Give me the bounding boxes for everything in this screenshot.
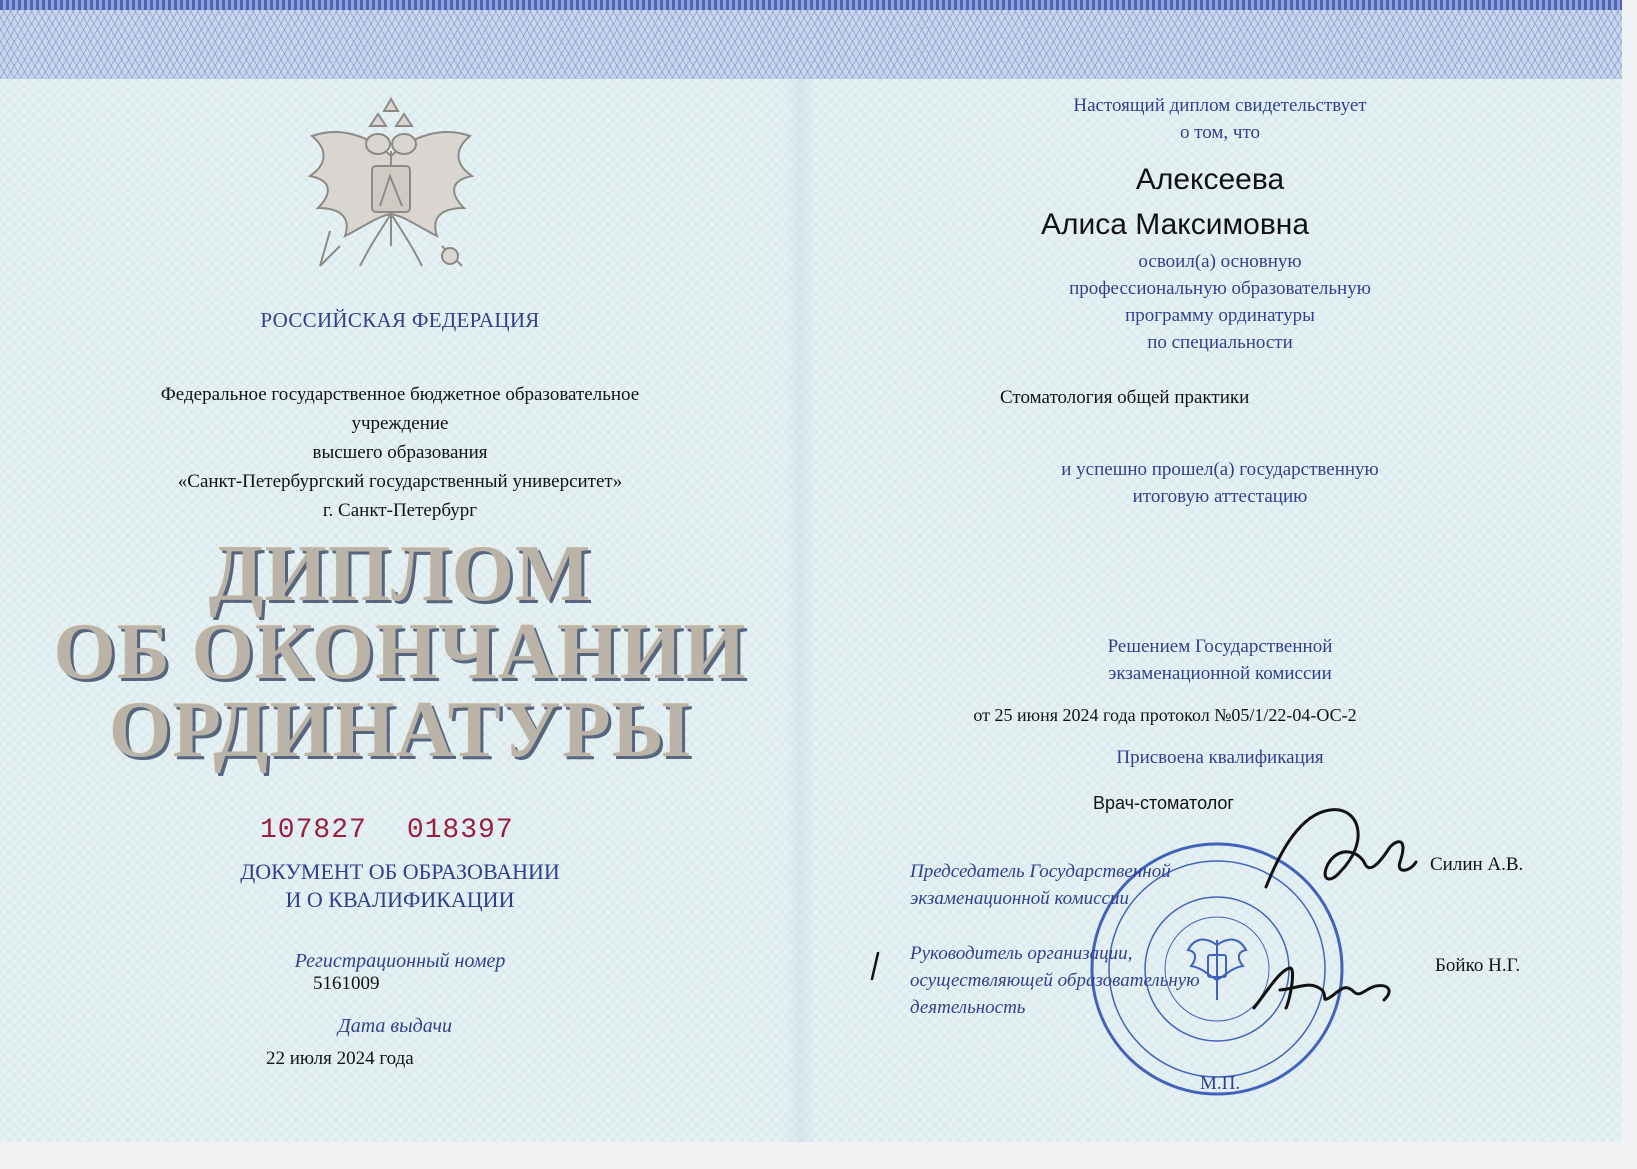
institution-line: г. Санкт-Петербург <box>322 500 478 521</box>
country-name: РОССИЙСКАЯ ФЕДЕРАЦИЯ <box>260 308 540 332</box>
institution-line: учреждение <box>351 413 449 434</box>
chairman-label-line: экзаменационной комиссии <box>910 888 1129 909</box>
registration-number: 5161009 <box>313 973 380 994</box>
chairman-label <box>910 858 1310 912</box>
program-line: программу ординатуры <box>1125 305 1315 326</box>
title-line: ОБ ОКОНЧАНИИ <box>53 608 747 696</box>
holder-given-names: Алиса Максимовна <box>1040 208 1310 241</box>
attestation-line: и успешно прошел(а) государственную <box>1061 459 1379 480</box>
director-label-line: деятельность <box>910 997 1026 1018</box>
qualification-value: Врач-стоматолог <box>1093 793 1234 813</box>
attestation-text <box>1000 456 1440 510</box>
doc-type-line: И О КВАЛИФИКАЦИИ <box>285 887 515 912</box>
protocol-line: от 25 июня 2024 года протокол №05/1/22-04-ОС-2 <box>973 705 1357 725</box>
page-fold <box>786 78 816 1142</box>
director-label-line: Руководитель организации, <box>910 943 1133 964</box>
chairman-name: Силин А.В. <box>1430 854 1524 875</box>
pen-mark <box>868 950 882 982</box>
holder-surname: Алексеева <box>1135 163 1285 196</box>
coat-of-arms-icon <box>300 96 482 286</box>
director-label-line: осуществляющей образовательную <box>910 970 1200 991</box>
document-type <box>200 858 600 914</box>
institution-line: Федеральное государственное бюджетное образовательное <box>160 384 640 405</box>
intro-line: о том, что <box>1179 122 1261 143</box>
program-line: профессиональную образовательную <box>1069 278 1371 299</box>
commission-decision <box>1000 633 1440 687</box>
serial-digits: 018397 <box>406 815 514 846</box>
decorative-guilloche-band <box>0 0 1622 79</box>
program-line: освоил(а) основную <box>1138 251 1302 272</box>
intro-line: Настоящий диплом свидетельствует <box>1073 95 1367 116</box>
institution-block <box>100 380 700 525</box>
chairman-label-line: Председатель Государственной <box>910 861 1171 882</box>
serial-number <box>260 815 560 846</box>
seal-place-mark: М.П. <box>1200 1073 1241 1094</box>
institution-line: высшего образования <box>312 442 488 463</box>
title-line: ДИПЛОМ <box>208 530 592 618</box>
qualification-label: Присвоена квалификация <box>1116 747 1324 768</box>
issue-date: 22 июля 2024 года <box>266 1048 414 1069</box>
intro-text <box>1000 92 1440 146</box>
decision-line: экзаменационной комиссии <box>1108 663 1332 684</box>
attestation-line: итоговую аттестацию <box>1132 486 1308 507</box>
issue-date-label: Дата выдачи <box>337 1015 453 1037</box>
institution-line: «Санкт-Петербургский государственный университет» <box>177 471 623 492</box>
registration-label: Регистрационный номер <box>294 950 506 972</box>
director-label <box>910 940 1310 1021</box>
serial-series: 107827 <box>260 815 367 846</box>
program-line: по специальности <box>1147 332 1293 353</box>
director-name: Бойко Н.Г. <box>1435 955 1521 976</box>
doc-type-line: ДОКУМЕНТ ОБ ОБРАЗОВАНИИ <box>240 859 560 884</box>
title-line: ОРДИНАТУРЫ <box>108 686 692 774</box>
diploma-title <box>40 530 760 774</box>
program-text <box>1000 248 1440 356</box>
decision-line: Решением Государственной <box>1107 636 1333 657</box>
specialty-value: Стоматология общей практики <box>1000 387 1250 408</box>
